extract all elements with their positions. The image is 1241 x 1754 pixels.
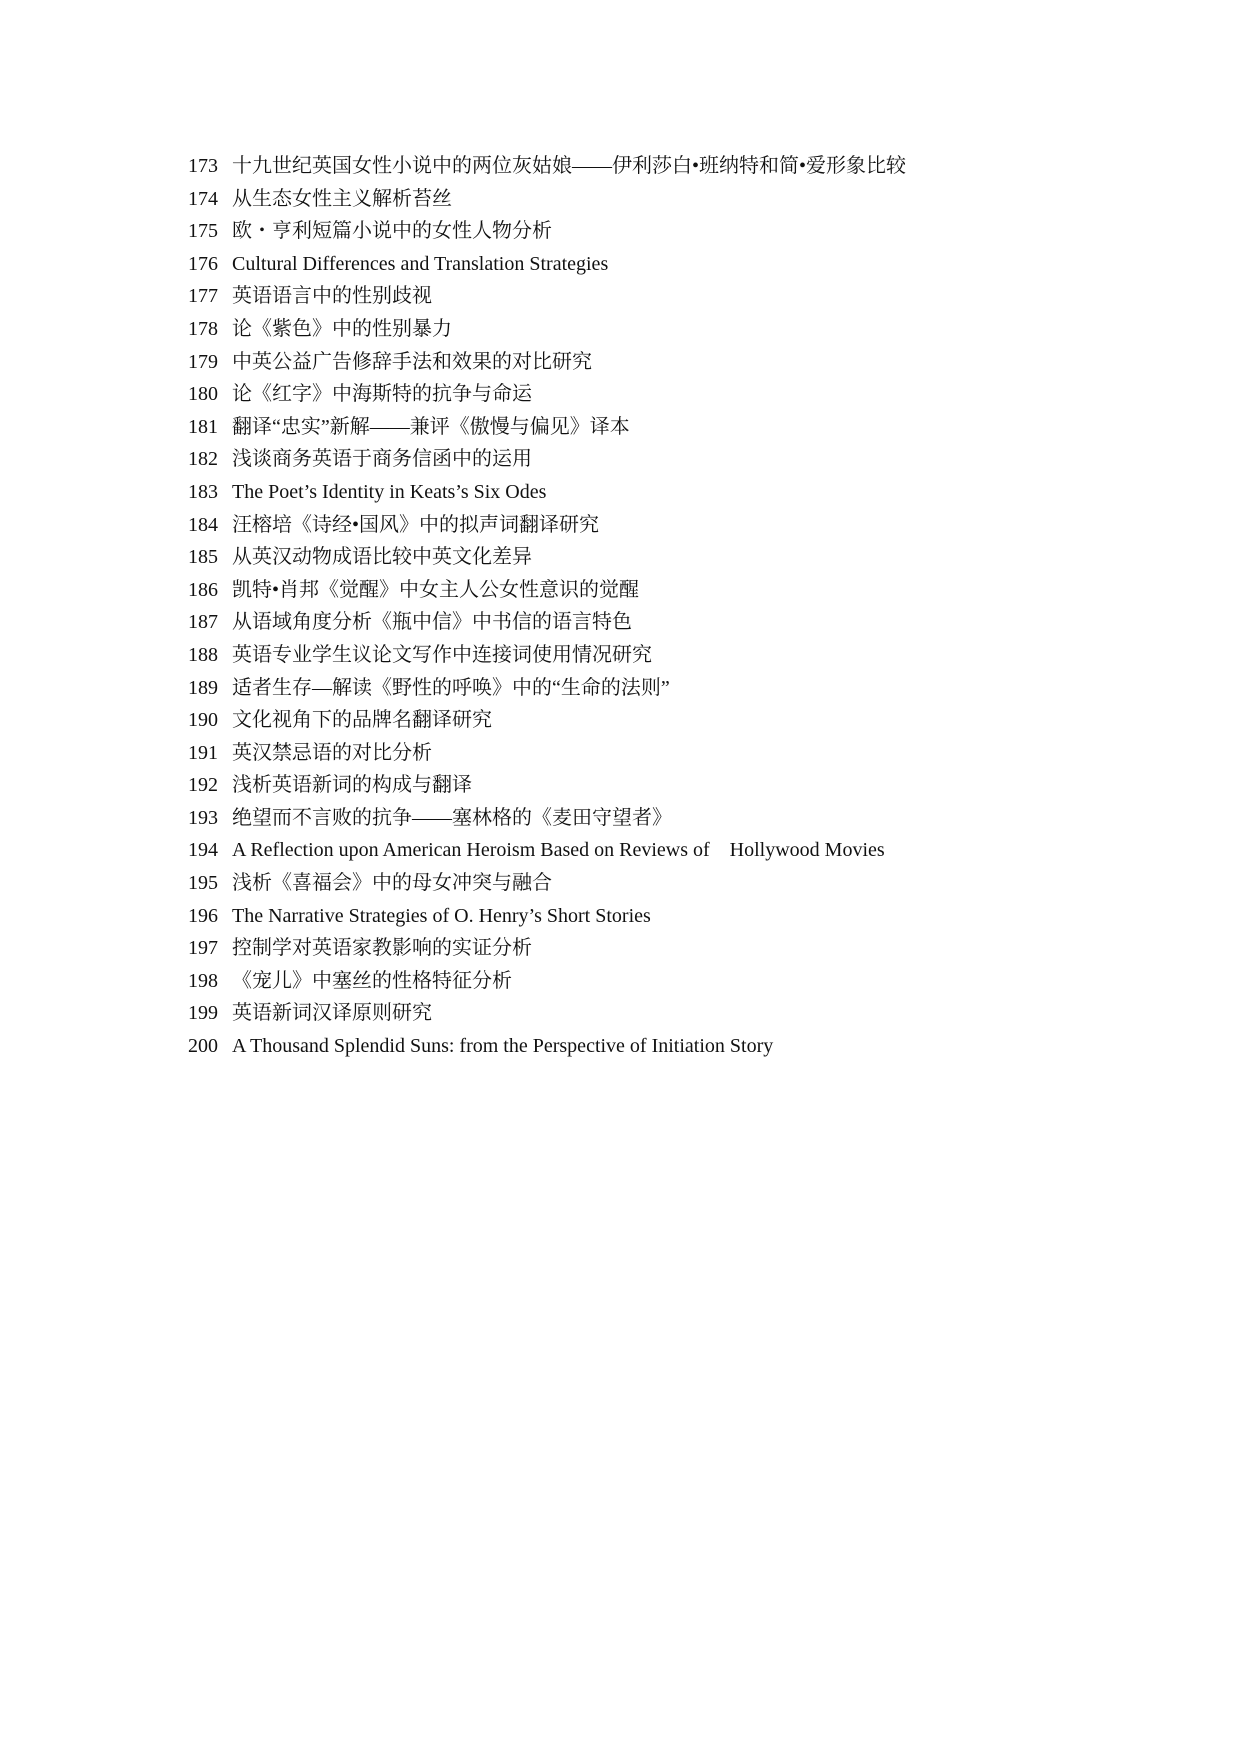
item-number: 183: [188, 480, 218, 503]
item-number: 178: [188, 317, 218, 340]
item-number: 176: [188, 252, 218, 275]
list-item: [188, 215, 1188, 248]
item-title: 适者生存—解读《野性的呼唤》中的“生命的法则”: [232, 676, 670, 699]
item-title: 浅析《喜福会》中的母女冲突与融合: [232, 872, 552, 895]
list-item: [188, 672, 1188, 705]
list-item: [188, 606, 1188, 639]
list-item: [188, 183, 1188, 216]
item-title: 论《紫色》中的性别暴力: [232, 317, 452, 340]
item-title: A Reflection upon American Heroism Based on Reviews of Hollywood Movies: [232, 839, 885, 862]
list-item: [188, 280, 1188, 313]
list-item: [188, 704, 1188, 737]
list-item: [188, 346, 1188, 379]
item-title: 英汉禁忌语的对比分析: [232, 741, 432, 764]
item-number: 177: [188, 285, 218, 308]
item-title: 凯特•肖邦《觉醒》中女主人公女性意识的觉醒: [232, 578, 640, 601]
list-item: [188, 509, 1188, 542]
item-title: 从英汉动物成语比较中英文化差异: [232, 546, 532, 569]
item-title: The Poet’s Identity in Keats’s Six Odes: [232, 480, 547, 503]
list-item: [188, 932, 1188, 965]
item-title: 文化视角下的品牌名翻译研究: [232, 709, 492, 732]
thesis-topic-list: [188, 150, 1188, 1063]
item-number: 189: [188, 676, 218, 699]
item-number: 197: [188, 937, 218, 960]
item-number: 194: [188, 839, 218, 862]
item-title: 从生态女性主义解析苔丝: [232, 187, 452, 210]
item-number: 174: [188, 187, 218, 210]
item-number: 195: [188, 872, 218, 895]
item-title: 绝望而不言败的抗争——塞林格的《麦田守望者》: [232, 806, 672, 829]
item-number: 191: [188, 741, 218, 764]
item-title: 英语专业学生议论文写作中连接词使用情况研究: [232, 643, 652, 666]
item-title: The Narrative Strategies of O. Henry’s Short Stories: [232, 904, 651, 927]
list-item: [188, 476, 1188, 509]
list-item: [188, 150, 1188, 183]
item-title: Cultural Differences and Translation Strategies: [232, 252, 609, 275]
list-item: [188, 769, 1188, 802]
item-title: 论《红字》中海斯特的抗争与命运: [232, 383, 532, 406]
item-title: 十九世纪英国女性小说中的两位灰姑娘——伊利莎白•班纳特和简•爱形象比较: [232, 155, 907, 177]
item-number: 179: [188, 350, 218, 373]
item-title: 英语语言中的性别歧视: [232, 285, 432, 308]
item-number: 200: [188, 1035, 218, 1058]
item-title: 英语新词汉译原则研究: [232, 1002, 432, 1025]
item-number: 188: [188, 643, 218, 666]
list-item: [188, 378, 1188, 411]
list-item: [188, 802, 1188, 835]
item-number: 173: [188, 155, 218, 177]
item-number: 185: [188, 546, 218, 569]
list-item: [188, 867, 1188, 900]
list-item: [188, 411, 1188, 444]
list-item: [188, 574, 1188, 607]
item-number: 175: [188, 220, 218, 243]
list-item: [188, 997, 1188, 1030]
item-number: 186: [188, 578, 218, 601]
item-number: 180: [188, 383, 218, 406]
item-title: 中英公益广告修辞手法和效果的对比研究: [232, 350, 592, 373]
list-item: [188, 443, 1188, 476]
list-item: [188, 834, 1188, 867]
list-item: [188, 965, 1188, 998]
item-number: 199: [188, 1002, 218, 1025]
item-title: 浅谈商务英语于商务信函中的运用: [232, 448, 532, 471]
item-title: 浅析英语新词的构成与翻译: [232, 774, 472, 797]
list-item: [188, 541, 1188, 574]
list-item: [188, 313, 1188, 346]
item-number: 181: [188, 415, 218, 438]
item-number: 198: [188, 969, 218, 992]
item-title: 欧・亨利短篇小说中的女性人物分析: [232, 220, 552, 243]
list-item: [188, 248, 1188, 281]
item-number: 196: [188, 904, 218, 927]
list-item: [188, 900, 1188, 933]
item-number: 184: [188, 513, 218, 536]
item-title: 汪榕培《诗经•国风》中的拟声词翻译研究: [232, 513, 600, 536]
list-item: [188, 1030, 1188, 1063]
item-title: A Thousand Splendid Suns: from the Perspective of Initiation Story: [232, 1035, 774, 1058]
item-number: 187: [188, 611, 218, 634]
list-item: [188, 737, 1188, 770]
item-title: 控制学对英语家教影响的实证分析: [232, 937, 532, 960]
item-number: 192: [188, 774, 218, 797]
list-item: [188, 639, 1188, 672]
item-title: 《宠儿》中塞丝的性格特征分析: [232, 969, 512, 992]
item-title: 翻译“忠实”新解——兼评《傲慢与偏见》译本: [232, 415, 630, 438]
item-number: 182: [188, 448, 218, 471]
item-number: 193: [188, 806, 218, 829]
item-title: 从语域角度分析《瓶中信》中书信的语言特色: [232, 611, 632, 634]
item-number: 190: [188, 709, 218, 732]
